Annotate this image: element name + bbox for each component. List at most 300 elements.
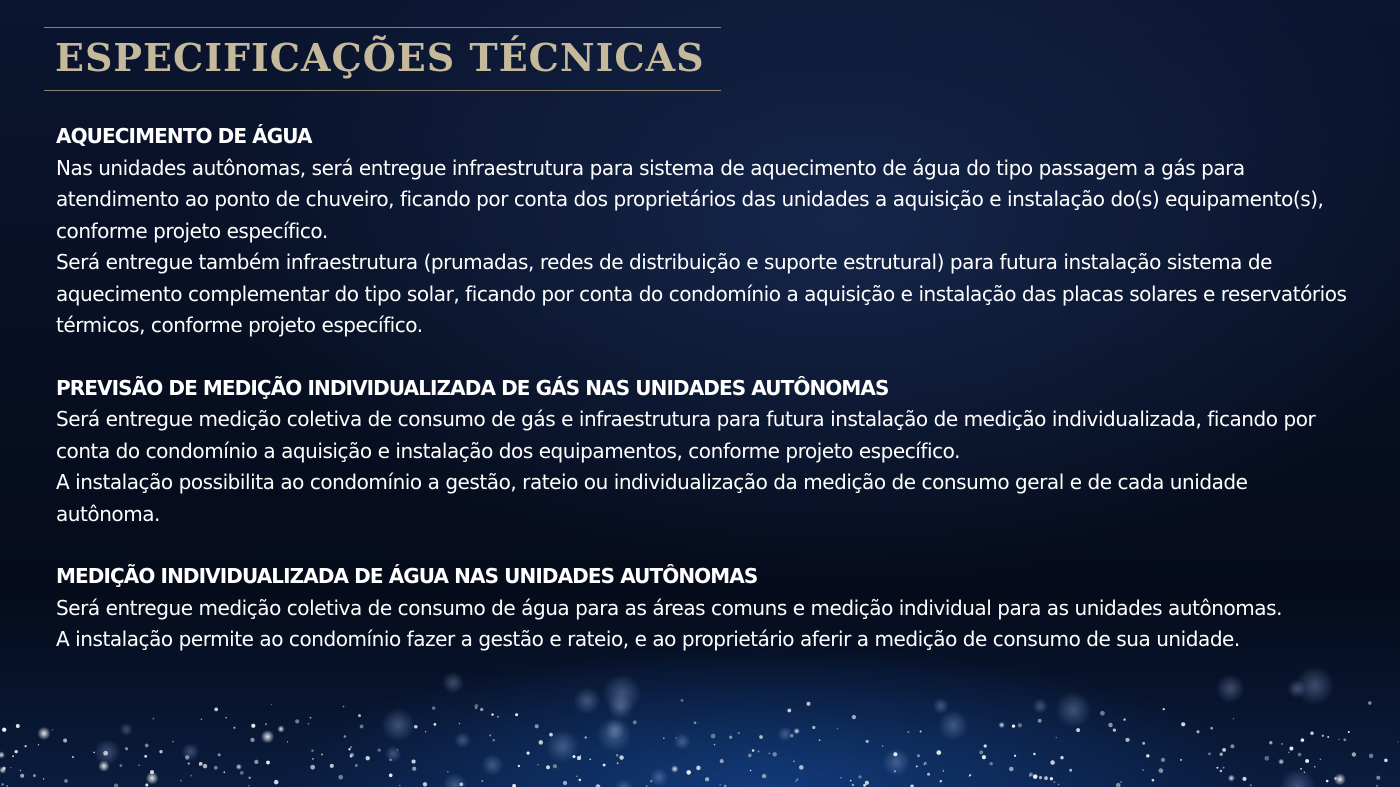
sparkle-dot: [274, 780, 279, 785]
sparkle-dot: [138, 765, 140, 767]
sparkle-dot: [1250, 784, 1252, 786]
sparkle-dot: [491, 713, 493, 715]
sparkle-dot: [1108, 723, 1112, 727]
sparkle-glow: [98, 760, 109, 771]
sparkle-dot: [350, 746, 352, 748]
bokeh-light: [605, 720, 624, 739]
sparkle-dot: [940, 780, 942, 782]
sparkle-glow: [1228, 775, 1235, 782]
sparkle-dot: [850, 780, 852, 782]
sparkle-dot: [549, 733, 553, 737]
sparkle-dot: [924, 762, 927, 765]
sparkle-dot: [493, 739, 495, 741]
sparkle-dot: [1338, 739, 1339, 740]
sparkle-dot: [266, 761, 270, 765]
sparkle-dot: [1116, 783, 1121, 787]
sparkle-glow: [671, 765, 679, 773]
sparkle-dot: [159, 750, 162, 753]
sparkle-dot: [350, 755, 353, 758]
sparkle-dot: [1033, 774, 1038, 779]
sparkle-dot: [720, 784, 721, 785]
sparkle-dot: [790, 734, 793, 737]
sparkle-dot: [982, 755, 986, 759]
sparkle-dot: [1058, 784, 1060, 786]
section-paragraph: A instalação possibilita ao condomínio a gestão, rateio ou individualização da medição de consumo geral e de cada unidade autônoma.: [56, 470, 1248, 526]
sparkle-dot: [882, 745, 884, 747]
sparkle-dot: [539, 740, 543, 744]
sparkle-dot: [837, 728, 839, 730]
sparkle-dot: [1181, 722, 1185, 726]
sparkle-dot: [72, 756, 74, 758]
sparkle-dot: [103, 751, 108, 756]
section-paragraph: Nas unidades autônomas, será entregue infraestrutura para sistema de aquecimento de água do tipo passagem a gás para atendimento ao ponto de chuveiro, ficando por conta dos proprietários das unidades a aquisição e instalação do(s) equipamento(s), conforme projeto específico.: [56, 155, 1324, 243]
sparkle-glow: [0, 766, 6, 773]
sparkle-dot: [6, 785, 8, 787]
sparkle-dot: [1029, 773, 1033, 777]
sparkle-dot: [93, 752, 95, 754]
sparkle-dot: [793, 760, 795, 762]
sparkle-dot: [412, 759, 416, 763]
sparkle-glow: [0, 751, 5, 758]
sparkle-dot: [916, 765, 918, 767]
sparkle-dot: [943, 770, 944, 771]
sparkle-dot: [650, 780, 653, 783]
sparkle-dot: [248, 785, 250, 787]
sparkle-dot: [686, 770, 691, 775]
sparkle-dot: [251, 724, 255, 728]
sparkle-dot: [447, 771, 448, 772]
sparkle-dot: [295, 719, 299, 723]
sparkle-dot: [423, 782, 427, 786]
sparkle-dot: [1146, 754, 1149, 757]
section-heading: MEDIÇÃO INDIVIDUALIZADA DE ÁGUA NAS UNIDADES AUTÔNOMAS: [56, 564, 758, 588]
sparkle-dot: [459, 723, 461, 725]
sparkle-dot: [589, 758, 591, 760]
sparkle-dot: [1163, 708, 1165, 710]
sparkle-dot: [389, 759, 391, 761]
sparkle-dot: [795, 781, 797, 783]
sparkle-dot: [432, 706, 435, 709]
sparkle-glow: [146, 772, 159, 785]
bokeh-light: [546, 730, 579, 763]
sparkle-dot: [311, 749, 314, 752]
sparkle-dot: [188, 763, 190, 765]
sparkle-dot: [1208, 753, 1211, 756]
sparkle-dot: [218, 753, 221, 756]
sparkle-dot: [752, 749, 755, 752]
sparkle-dot: [12, 755, 14, 757]
sparkle-dot: [38, 744, 39, 745]
sparkle-dot: [1320, 759, 1322, 761]
sparkle-dot: [25, 745, 27, 747]
bokeh-light: [938, 710, 968, 740]
sparkle-glow: [37, 727, 50, 740]
sparkle-dot: [787, 709, 791, 713]
sparkle-dot: [866, 740, 869, 743]
sparkle-dot: [748, 754, 752, 758]
sparkle-dot: [580, 755, 581, 756]
sparkle-dot: [1142, 769, 1144, 771]
bokeh-light: [615, 779, 634, 787]
sparkle-dot: [1384, 759, 1387, 762]
sparkle-dot: [248, 777, 250, 779]
sparkle-dot: [563, 781, 567, 785]
section-gas-metering: [56, 373, 1356, 531]
sparkle-dot: [330, 764, 334, 768]
bokeh-light: [597, 717, 632, 752]
sparkle-dot: [807, 702, 811, 706]
sparkle-dot: [223, 771, 225, 773]
sparkle-dot: [1142, 742, 1145, 745]
bokeh-light: [385, 746, 402, 763]
sparkle-dot: [1056, 737, 1058, 739]
sparkle-dot: [617, 762, 619, 764]
sparkle-dot: [1018, 723, 1022, 727]
sparkle-dot: [63, 739, 67, 743]
sparkle-dot: [271, 704, 272, 705]
sparkle-dot: [1326, 780, 1329, 783]
sparkle-dot: [199, 762, 203, 766]
sparkle-dot: [250, 738, 254, 742]
section-heading: AQUECIMENTO DE ÁGUA: [56, 124, 312, 148]
sparkle-dot: [120, 764, 123, 767]
sparkle-dot: [1233, 718, 1235, 720]
sparkle-dot: [254, 760, 258, 764]
sparkle-dot: [1269, 741, 1272, 744]
sparkle-dot: [321, 753, 323, 755]
bokeh-light: [94, 739, 120, 765]
sparkle-dot: [144, 755, 147, 758]
sparkle-dot: [125, 747, 128, 750]
sparkle-dot: [979, 750, 983, 754]
sparkle-dot: [1334, 777, 1337, 780]
sparkle-dot: [52, 729, 54, 731]
section-paragraph: A instalação permite ao condomínio fazer a gestão e rateio, e ao proprietário aferir a medição de consumo de sua unidade.: [56, 627, 1240, 651]
bokeh-light: [674, 733, 691, 750]
bokeh-light: [573, 687, 600, 714]
sparkle-dot: [759, 735, 763, 739]
sparkle-glow: [236, 764, 242, 770]
sparkle-dot: [1376, 776, 1380, 780]
sparkle-dot: [360, 725, 364, 729]
bokeh-light: [1055, 692, 1091, 728]
sparkle-dot: [852, 784, 854, 786]
sparkle-dot: [1223, 767, 1225, 769]
sparkle-dot: [577, 756, 581, 760]
sparkle-dot: [1196, 730, 1199, 733]
sparkle-dot: [389, 774, 393, 778]
sparkle-dot: [1054, 781, 1056, 783]
sparkle-dot: [358, 714, 361, 717]
bokeh-light: [454, 732, 470, 748]
spec-content: [56, 121, 1356, 687]
sparkle-dot: [990, 762, 993, 765]
sparkle-dot: [474, 704, 478, 708]
sparkle-dot: [10, 767, 11, 768]
sparkle-dot: [310, 717, 312, 719]
sparkle-dot: [145, 784, 148, 787]
sparkle-dot: [265, 723, 267, 725]
sparkle-dot: [696, 766, 700, 770]
sparkle-dot: [738, 732, 740, 734]
sparkle-dot: [33, 774, 36, 777]
sparkle-dot: [1310, 732, 1313, 735]
sparkle-dot: [705, 777, 709, 781]
sparkle-dot: [576, 775, 578, 777]
sparkle-dot: [20, 770, 22, 772]
sparkle-dot: [1125, 738, 1129, 742]
sparkle-dot: [203, 764, 207, 768]
sparkle-glow: [261, 730, 274, 743]
sparkle-dot: [397, 749, 398, 750]
sparkle-dot: [865, 781, 869, 785]
sparkle-dot: [1113, 728, 1116, 731]
sparkle-dot: [366, 756, 370, 760]
sparkle-dot: [190, 775, 192, 777]
sparkle-dot: [1314, 766, 1316, 768]
bokeh-light: [933, 698, 949, 714]
sparkle-dot: [1327, 736, 1329, 738]
sparkle-dot: [343, 706, 345, 708]
sparkle-dot: [1159, 768, 1164, 773]
sparkle-dot: [840, 777, 841, 778]
sparkle-dot: [459, 782, 463, 786]
sparkle-dot: [1288, 752, 1290, 754]
sparkle-dot: [675, 737, 676, 738]
sparkle-dot: [350, 753, 354, 757]
sparkle-dot: [1242, 777, 1246, 781]
sparkle-dot: [796, 778, 798, 780]
sparkle-dot: [936, 750, 941, 755]
sparkle-dot: [348, 748, 350, 750]
bokeh-light: [778, 726, 793, 741]
sparkle-dot: [711, 734, 716, 739]
sparkle-dot: [414, 725, 418, 729]
sparkle-dot: [481, 780, 483, 782]
sparkle-dot: [489, 734, 491, 736]
sparkle-dot: [585, 736, 587, 738]
sparkle-dot: [150, 770, 154, 774]
sparkle-dot: [233, 727, 235, 729]
sparkle-dot: [515, 713, 518, 716]
sparkle-dot: [1300, 768, 1302, 770]
sparkle-dot: [1301, 738, 1305, 742]
section-heading: PREVISÃO DE MEDIÇÃO INDIVIDUALIZADA DE GÁS NAS UNIDADES AUTÔNOMAS: [56, 375, 889, 400]
section-paragraph: Será entregue também infraestrutura (prumadas, redes de distribuição e suporte estrutural) para futura instalação sistema de aquecimento complementar do tipo solar, ficando por conta do condomínio a aquisição e instalação das placas solares e reservatórios térmicos, conforme projeto específico.: [56, 250, 1347, 337]
sparkle-dot: [64, 779, 68, 783]
bokeh-light: [650, 768, 669, 787]
sparkle-dot: [114, 784, 118, 787]
sparkle-dot: [1304, 772, 1305, 773]
sparkle-glow: [999, 722, 1005, 728]
sparkle-dot: [1033, 753, 1035, 755]
sparkle-dot: [172, 741, 174, 743]
sparkle-dot: [1014, 755, 1016, 757]
sparkle-dot: [769, 753, 770, 754]
sparkle-dot: [750, 770, 752, 772]
sparkle-dot: [1222, 748, 1226, 752]
sparkle-dot: [312, 758, 314, 760]
sparkle-dot: [729, 736, 732, 739]
sparkle-dot: [355, 764, 358, 767]
sparkle-dot: [1123, 718, 1125, 720]
sparkle-dot: [984, 744, 987, 747]
sparkle-dot: [812, 726, 815, 729]
sparkle-dot: [1348, 731, 1350, 733]
sparkle-dot: [344, 735, 347, 738]
sparkle-dot: [720, 759, 724, 763]
section-water-metering: [56, 561, 1356, 656]
sparkle-dot: [497, 716, 499, 718]
sparkle-dot: [1012, 724, 1015, 727]
sparkle-dot: [225, 717, 227, 719]
sparkle-dot: [43, 778, 44, 779]
sparkle-dot: [762, 774, 766, 778]
bokeh-light: [1280, 769, 1316, 787]
sparkle-dot: [310, 765, 315, 770]
sparkle-dot: [527, 752, 530, 755]
sparkle-dot: [633, 720, 637, 724]
sparkle-glow: [277, 725, 284, 732]
sparkle-dot: [1352, 752, 1356, 756]
bokeh-light: [120, 723, 133, 736]
sparkle-dot: [1369, 754, 1374, 759]
sparkle-dot: [1216, 767, 1218, 769]
sparkle-dot: [1343, 738, 1346, 741]
sparkle-dot: [1069, 769, 1072, 772]
sparkle-glow: [794, 728, 800, 734]
sparkle-dot: [378, 748, 381, 751]
sparkle-dot: [1100, 711, 1105, 716]
sparkle-dot: [1180, 759, 1182, 761]
sparkle-dot: [412, 767, 416, 771]
sparkle-glow: [1334, 773, 1346, 785]
sparkle-dot: [1060, 756, 1063, 759]
sparkle-dot: [616, 754, 619, 757]
bokeh-light: [381, 708, 415, 742]
sparkle-dot: [425, 731, 426, 732]
sparkle-dot: [2, 728, 6, 732]
sparkle-dot: [1044, 776, 1048, 780]
sparkle-dot: [663, 737, 665, 739]
section-water-heating: [56, 121, 1356, 342]
sparkle-dot: [920, 730, 922, 732]
sparkle-dot: [1, 783, 3, 785]
sparkle-dot: [1050, 777, 1053, 780]
section-paragraph: Será entregue medição coletiva de consumo de gás e infraestrutura para futura instalação de medição individualizada, ficando por conta do condomínio a aquisição e instalação dos equipamentos, conforme projeto específico.: [56, 407, 1316, 463]
slide-title: ESPECIFICAÇÕES TÉCNICAS: [55, 35, 705, 80]
sparkle-dot: [688, 771, 690, 773]
sparkle-dot: [480, 708, 483, 711]
sparkle-dot: [969, 774, 971, 776]
sparkle-dot: [646, 785, 647, 786]
sparkle-dot: [1305, 759, 1309, 763]
sparkle-dot: [917, 754, 920, 757]
sparkle-dot: [852, 715, 856, 719]
sparkle-dot: [434, 723, 437, 726]
sparkle-dot: [553, 764, 557, 768]
sparkle-dot: [185, 755, 189, 759]
sparkle-dot: [924, 764, 926, 766]
sparkle-dot: [240, 771, 244, 775]
bokeh-light: [1032, 698, 1048, 714]
bokeh-light: [443, 773, 467, 787]
sparkle-dot: [214, 708, 218, 712]
sparkle-dot: [863, 784, 866, 787]
sparkle-dot: [1264, 756, 1269, 761]
sparkle-dot: [1322, 735, 1324, 737]
sparkle-dot: [152, 718, 154, 720]
sparkle-dot: [772, 752, 776, 756]
sparkle-dot: [1220, 753, 1223, 756]
sparkle-dot: [308, 723, 310, 725]
sparkle-dot: [20, 774, 24, 778]
sparkle-glow: [1278, 759, 1284, 765]
sparkle-dot: [894, 770, 896, 772]
sparkle-dot: [1298, 753, 1302, 757]
sparkle-dot: [1029, 775, 1030, 776]
sparkle-dot: [1152, 779, 1155, 782]
sparkle-dot: [15, 750, 18, 753]
sparkle-dot: [199, 765, 200, 766]
bokeh-light: [181, 743, 199, 761]
sparkle-dot: [16, 724, 20, 728]
sparkle-dot: [399, 785, 401, 787]
sparkle-dot: [1039, 776, 1042, 779]
sparkle-dot: [1397, 741, 1398, 742]
sparkle-dot: [579, 779, 582, 782]
sparkle-dot: [573, 755, 576, 758]
sparkle-dot: [145, 744, 149, 748]
sparkle-dot: [546, 765, 550, 769]
sparkle-dot: [681, 699, 684, 702]
sparkle-dot: [893, 752, 897, 756]
sparkle-dot: [1038, 719, 1042, 723]
section-paragraph: Será entregue medição coletiva de consumo de água para as áreas comuns e medição individual para as unidades autônomas.: [56, 595, 1282, 620]
sparkle-dot: [214, 766, 218, 770]
sparkle-dot: [475, 707, 477, 709]
sparkle-dot: [619, 755, 623, 759]
sparkle-dot: [819, 739, 821, 741]
sparkle-dot: [1120, 781, 1121, 782]
bokeh-light: [883, 748, 911, 776]
sparkle-dot: [1368, 701, 1371, 704]
sparkle-dot: [757, 750, 759, 752]
bokeh-light: [482, 754, 504, 776]
sparkle-dot: [287, 741, 288, 742]
sparkle-dot: [714, 744, 715, 745]
sparkle-dot: [537, 764, 539, 766]
sparkle-dot: [338, 775, 343, 780]
sparkle-dot: [1076, 728, 1080, 732]
sparkle-dot: [969, 775, 971, 777]
sparkle-dot: [1220, 770, 1222, 772]
sparkle-dot: [3, 767, 6, 770]
sparkle-dot: [927, 773, 930, 776]
sparkle-dot: [694, 721, 697, 724]
sparkle-dot: [1009, 767, 1014, 772]
sparkle-dot: [907, 731, 909, 733]
bokeh-light: [607, 694, 633, 720]
sparkle-dot: [535, 724, 539, 728]
sparkle-dot: [180, 780, 182, 782]
sparkle-dot: [518, 765, 520, 767]
sparkle-dot: [1281, 743, 1283, 745]
title-frame: [44, 27, 721, 91]
sparkle-dot: [1210, 727, 1213, 730]
sparkle-dot: [799, 765, 804, 770]
sparkle-dot: [1230, 744, 1234, 748]
